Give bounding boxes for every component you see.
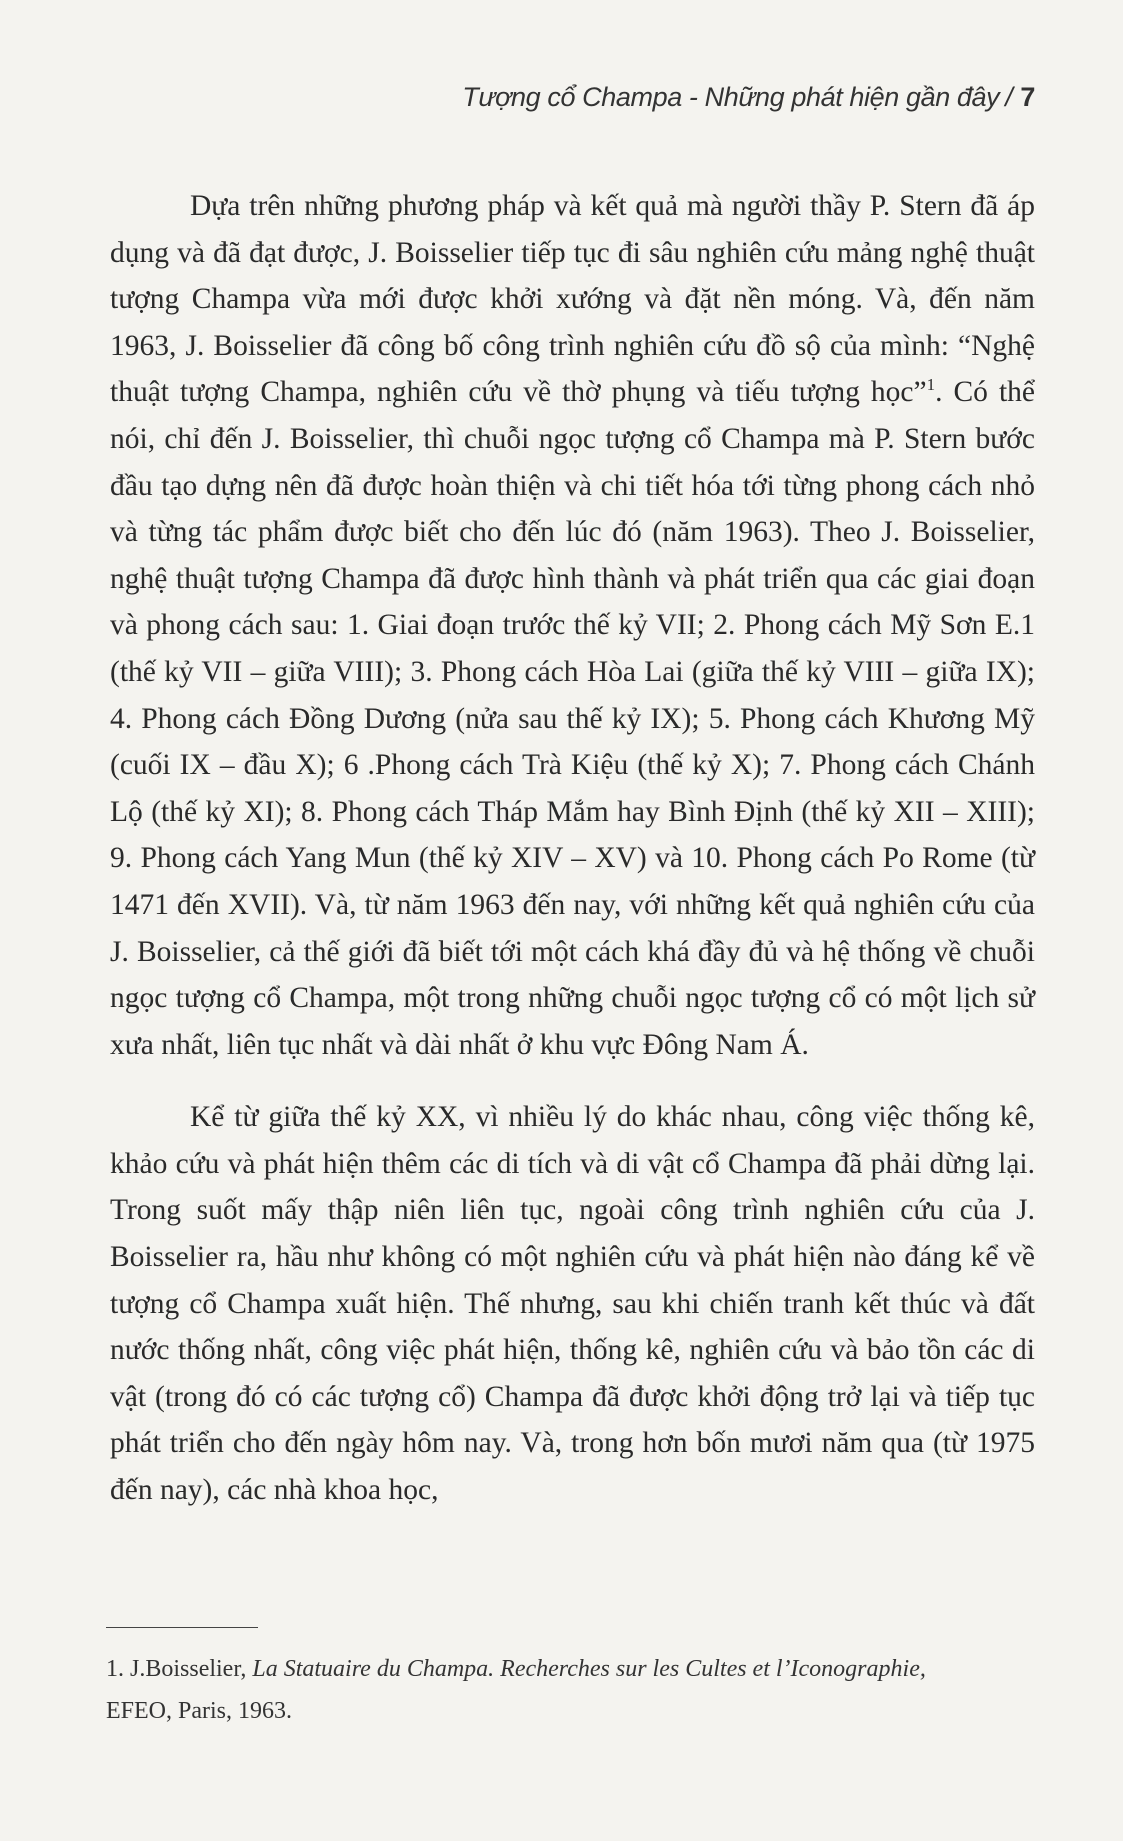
footnote-number: 1. <box>106 1656 124 1682</box>
header-separator: / <box>1005 82 1013 112</box>
body-text <box>110 183 1035 1514</box>
paragraph-1 <box>110 183 1035 1068</box>
footnote <box>106 1648 1031 1732</box>
footnote-title: La Statuaire du Champa. Recherches sur les Cultes et l’Iconographie, <box>252 1656 926 1682</box>
footnote-publisher: EFEO, Paris, 1963. <box>106 1698 292 1724</box>
footnote-author: J.Boisselier, <box>130 1656 247 1682</box>
paragraph-1-part-a: Dựa trên những phương pháp và kết quả mà người thầy P. Stern đã áp dụng và đã đạt được, J. Boisselier tiếp tục đi sâu nghiên cứu mảng nghệ thuật tượng Champa vừa mới được khởi xướng và đặt nền móng. Và, đến năm 1963, J. Boisselier đã công bố công trình nghiên cứu đồ sộ của mình: “Nghệ thuật tượng Champa, nghiên cứu về thờ phụng và tiếu tượng học” <box>110 190 1035 409</box>
paragraph-1-part-b: . Có thể nói, chỉ đến J. Boisselier, thì chuỗi ngọc tượng cổ Champa mà P. Stern bước đầu tạo dựng nên đã được hoàn thiện và chi tiết hóa tới từng phong cách nhỏ và từng tác phẩm được biết cho đến lúc đó (năm 1963). Theo J. Boisselier, nghệ thuật tượng Champa đã được hình thành và phát triển qua các giai đoạn và phong cách sau: 1. Giai đoạn trước thế kỷ VII; 2. Phong cách Mỹ Sơn E.1 (thế kỷ VII – giữa VIII); 3. Phong cách Hòa Lai (giữa thế kỷ VIII – giữa IX); 4. Phong cách Đồng Dương (nửa sau thế kỷ IX); 5. Phong cách Khương Mỹ (cuối IX – đầu X); 6 .Phong cách Trà Kiệu (thế kỷ X); 7. Phong cách Chánh Lộ (thế kỷ XI); 8. Phong cách Tháp Mắm hay Bình Định (thế kỷ XII – XIII); 9. Phong cách Yang Mun (thế kỷ XIV – XV) và 10. Phong cách Po Rome (từ 1471 đến XVII). Và, từ năm 1963 đến nay, với những kết quả nghiên cứu của J. Boisselier, cả thế giới đã biết tới một cách khá đầy đủ và hệ thống về chuỗi ngọc tượng cổ Champa, một trong những chuỗi ngọc tượng cổ có một lịch sử xưa nhất, liên tục nhất và dài nhất ở khu vực Đông Nam Á. <box>110 376 1035 1061</box>
paragraph-2: Kể từ giữa thế kỷ XX, vì nhiều lý do khác nhau, công việc thống kê, khảo cứu và phát hiện thêm các di tích và di vật cổ Champa đã phải dừng lại. Trong suốt mấy thập niên liên tục, ngoài công trình nghiên cứu của J. Boisselier ra, hầu như không có một nghiên cứu và phát hiện nào đáng kể về tượng cổ Champa xuất hiện. Thế nhưng, sau khi chiến tranh kết thúc và đất nước thống nhất, công việc phát hiện, thống kê, nghiên cứu và bảo tồn các di vật (trong đó có các tượng cổ) Champa đã được khởi động trở lại và tiếp tục phát triển cho đến ngày hôm nay. Và, trong hơn bốn mươi năm qua (từ 1975 đến nay), các nhà khoa học, <box>110 1101 1035 1507</box>
page-number: 7 <box>1020 82 1035 112</box>
footnote-reference: 1 <box>926 375 936 395</box>
footnote-divider <box>106 1627 258 1628</box>
running-header <box>462 82 1035 113</box>
running-title: Tượng cổ Champa - Những phát hiện gần đây <box>462 82 1000 112</box>
